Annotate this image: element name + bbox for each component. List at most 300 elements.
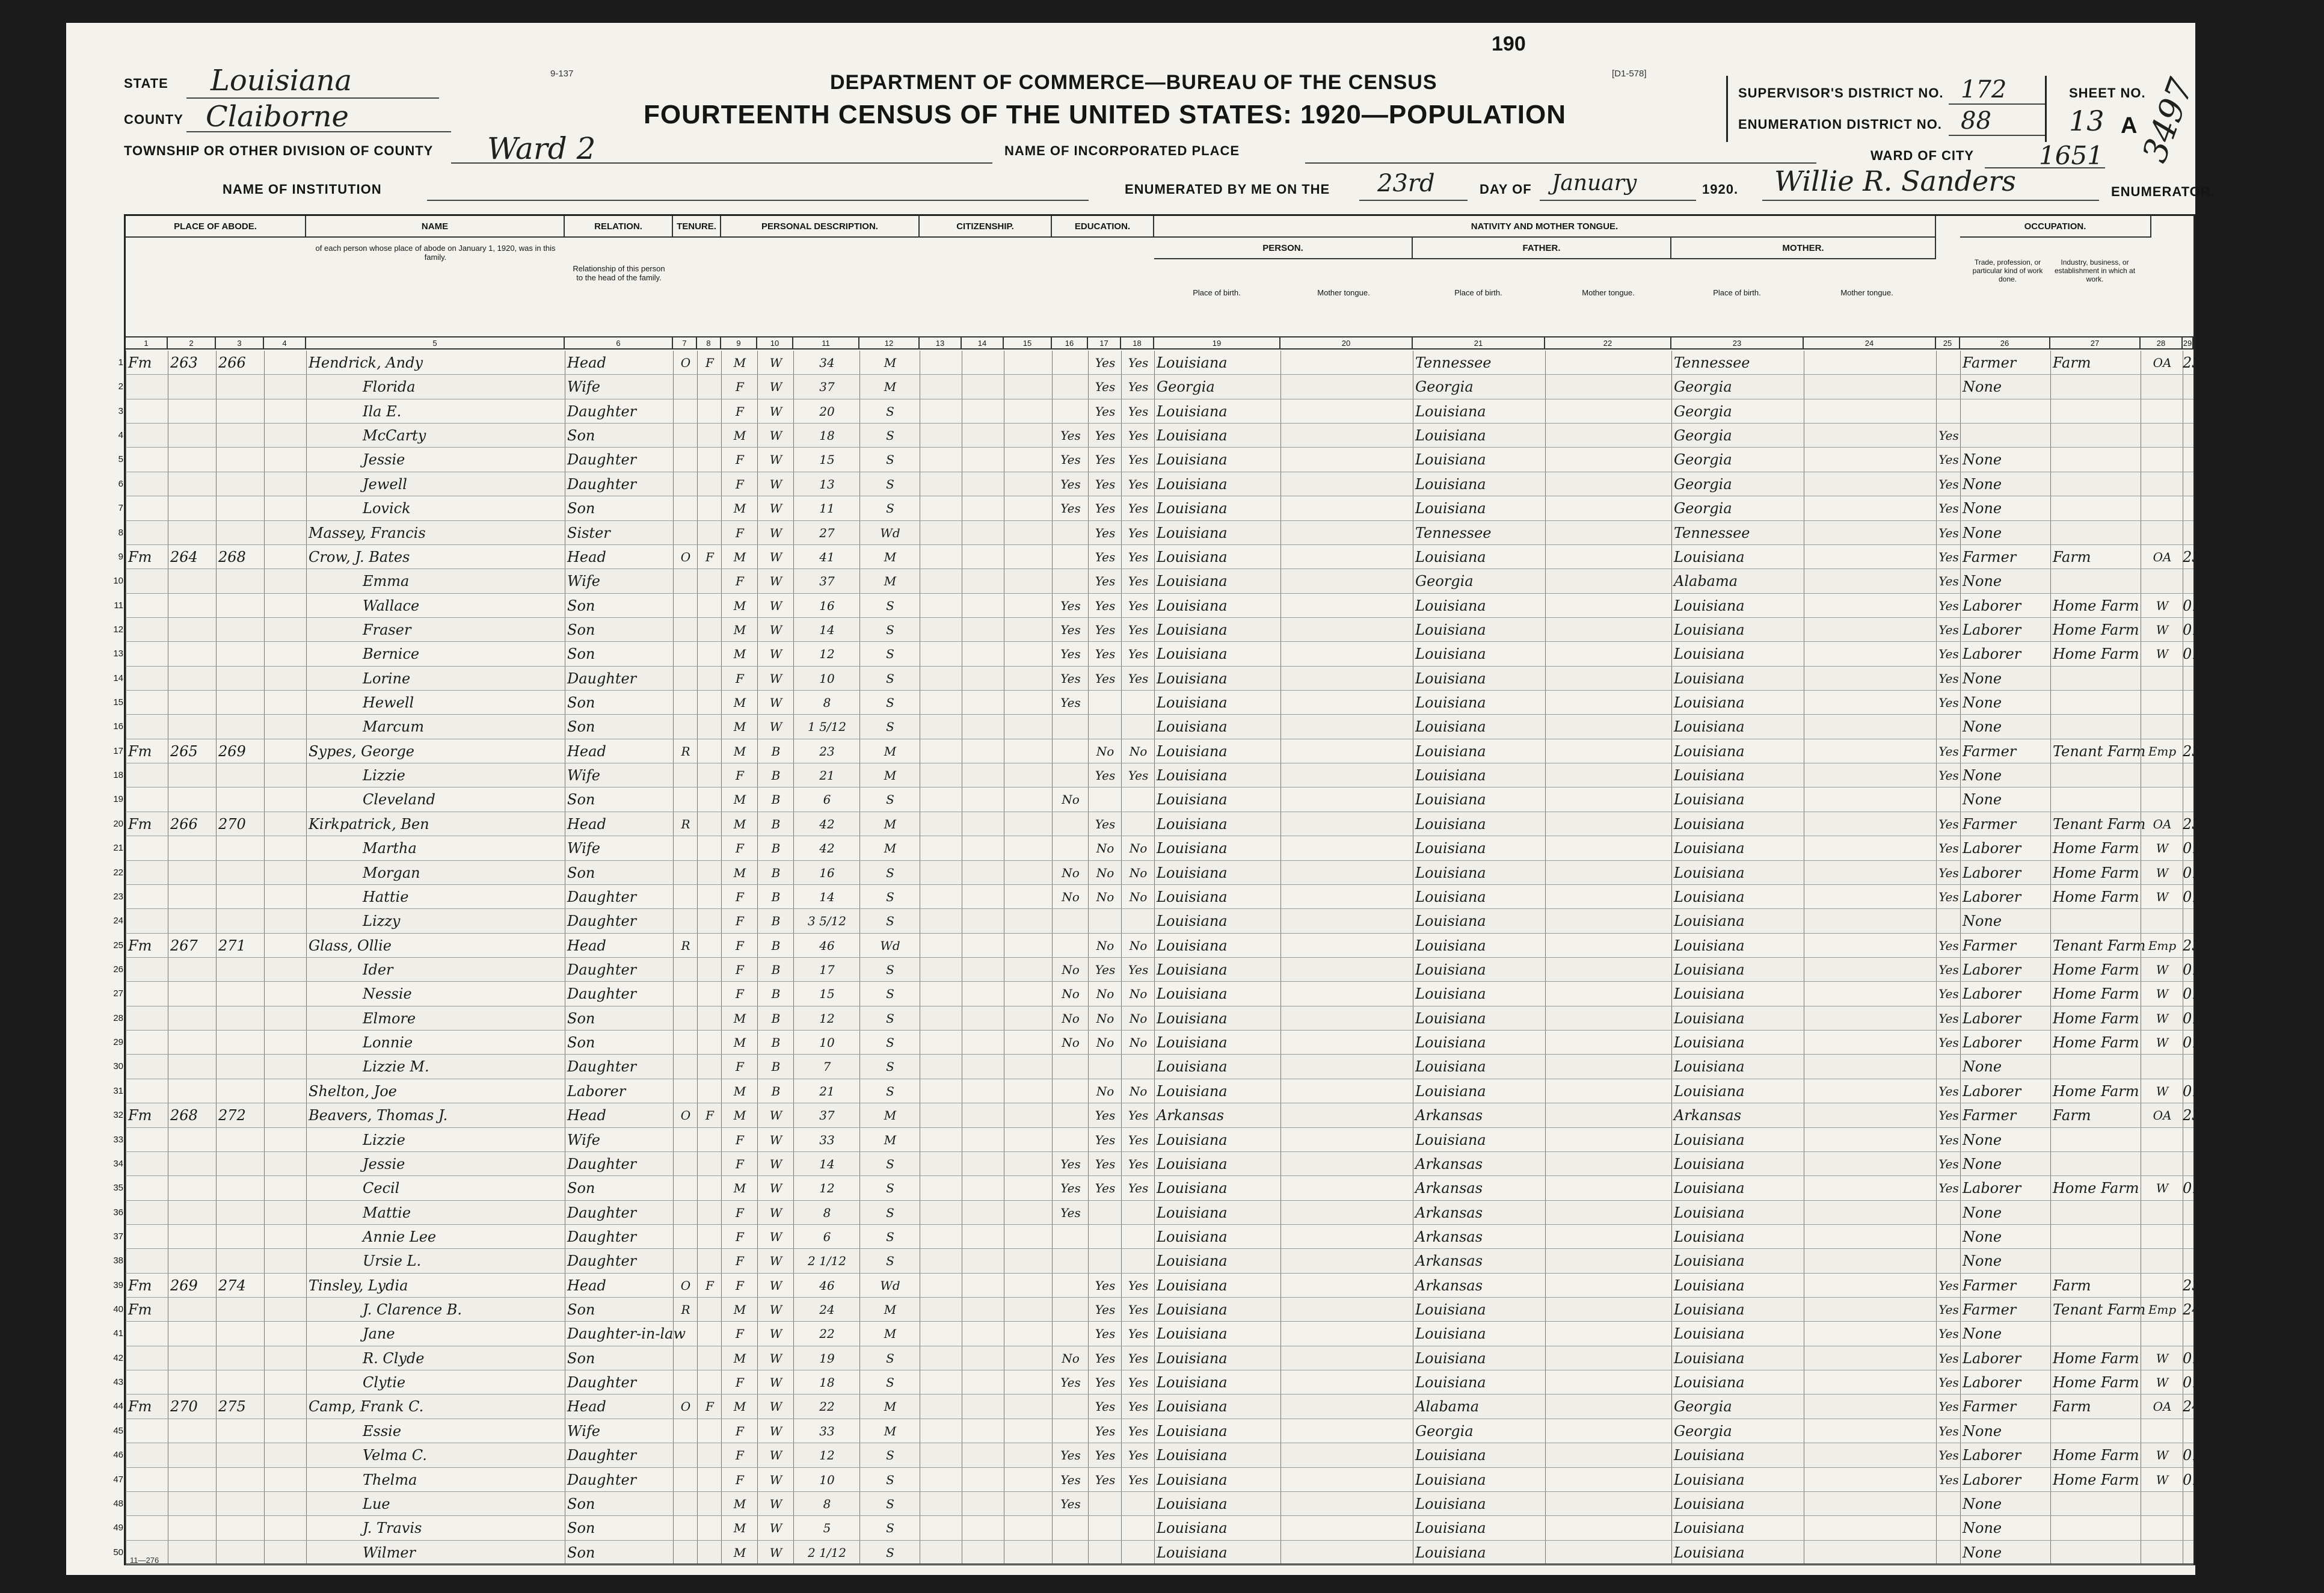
cell-english: Yes bbox=[1938, 1351, 1959, 1366]
cell-english bbox=[1938, 375, 1959, 399]
cell-industry bbox=[2053, 399, 2139, 424]
cell-class: W bbox=[2156, 1448, 2169, 1463]
cell-marital: S bbox=[886, 404, 894, 419]
cell-write: No bbox=[1129, 841, 1148, 856]
cell-school: No bbox=[1062, 889, 1080, 904]
cell-street bbox=[128, 521, 167, 545]
cell-read bbox=[1090, 1249, 1120, 1273]
cell-write bbox=[1124, 715, 1153, 739]
cell-write: Yes bbox=[1128, 1302, 1149, 1317]
cell-family bbox=[218, 1006, 263, 1031]
cell-fbirth: Louisiana bbox=[1415, 451, 1486, 469]
cell-code: 010 bbox=[2183, 1180, 2210, 1197]
cell-birth: Louisiana bbox=[1157, 1180, 1228, 1197]
cell-trade: Laborer bbox=[1963, 1349, 2021, 1367]
cell-age: 7 bbox=[823, 1059, 831, 1074]
cell-family bbox=[218, 1201, 263, 1225]
line-number: 49 bbox=[113, 1523, 123, 1533]
cell-trade: Laborer bbox=[1963, 961, 2021, 978]
table-row bbox=[118, 399, 2193, 424]
group-tenure: TENURE. bbox=[673, 216, 721, 238]
cell-write: Yes bbox=[1128, 768, 1149, 783]
cell-birth: Louisiana bbox=[1157, 670, 1228, 687]
cell-code bbox=[2183, 521, 2243, 545]
cell-family bbox=[218, 424, 263, 448]
cell-own bbox=[675, 1055, 696, 1079]
column-number: 7 bbox=[673, 336, 697, 350]
cell-mort: F bbox=[706, 549, 714, 564]
cell-own bbox=[675, 982, 696, 1006]
column-number: 26 bbox=[1960, 336, 2050, 350]
table-row bbox=[113, 739, 2210, 763]
cell-race: W bbox=[769, 549, 782, 564]
cell-race: W bbox=[769, 1181, 782, 1196]
cell-name: Ider bbox=[363, 961, 393, 978]
cell-read bbox=[1090, 1201, 1120, 1225]
cell-race: W bbox=[769, 525, 782, 540]
cell-mort bbox=[699, 982, 720, 1006]
cell-fbirth: Louisiana bbox=[1415, 1301, 1486, 1319]
cell-own: R bbox=[681, 1302, 690, 1317]
cell-mort bbox=[699, 1055, 720, 1079]
cell-trade: Laborer bbox=[1963, 1471, 2021, 1488]
father-place-of-birth-label: Place of birth. bbox=[1454, 288, 1502, 297]
cell-industry bbox=[2053, 424, 2139, 448]
cell-family bbox=[218, 1322, 263, 1346]
cell-house bbox=[170, 642, 215, 666]
cell-street bbox=[128, 1322, 167, 1346]
cell-name: Emma bbox=[363, 573, 410, 590]
cell-own bbox=[675, 496, 696, 520]
cell-write: Yes bbox=[1128, 428, 1149, 443]
cell-trade: None bbox=[1963, 524, 2002, 541]
table-row bbox=[113, 569, 2193, 593]
cell-marital: S bbox=[886, 963, 894, 977]
cell-street bbox=[128, 1055, 167, 1079]
cell-mbirth: Louisiana bbox=[1674, 1544, 1745, 1561]
cell-english bbox=[1938, 909, 1959, 933]
cell-code: 240 bbox=[2183, 1301, 2210, 1319]
cell-mbirth: Louisiana bbox=[1674, 815, 1745, 833]
cell-age: 27 bbox=[819, 525, 835, 540]
cell-race: W bbox=[769, 671, 782, 686]
cell-street bbox=[128, 1006, 167, 1031]
cell-name: Fraser bbox=[363, 621, 411, 638]
cell-code: 010 bbox=[2183, 1447, 2210, 1464]
cell-class: W bbox=[2156, 647, 2169, 662]
cell-industry bbox=[2053, 691, 2139, 715]
cell-code bbox=[2183, 399, 2243, 424]
cell-industry: Farm bbox=[2053, 548, 2091, 565]
cell-industry: Home Farm bbox=[2053, 1349, 2139, 1367]
cell-own bbox=[675, 1201, 696, 1225]
cell-relation: Son bbox=[567, 1034, 595, 1052]
cell-class bbox=[2143, 472, 2181, 496]
cell-marital: M bbox=[884, 549, 897, 564]
cell-write: No bbox=[1129, 1011, 1148, 1026]
cell-school bbox=[1054, 1516, 1087, 1540]
cell-age: 18 bbox=[819, 428, 835, 443]
cell-own bbox=[675, 1079, 696, 1103]
cell-street: Fm bbox=[128, 1107, 152, 1124]
cell-write: Yes bbox=[1128, 1132, 1149, 1147]
cell-english: Yes bbox=[1938, 768, 1959, 783]
line-number: 13 bbox=[113, 649, 123, 659]
cell-street bbox=[128, 909, 167, 933]
cell-race: W bbox=[769, 501, 782, 516]
cell-mort bbox=[699, 399, 720, 424]
cell-race: W bbox=[769, 1399, 782, 1414]
cell-mbirth: Louisiana bbox=[1674, 646, 1745, 663]
cell-school: Yes bbox=[1060, 1375, 1081, 1390]
line-number: 36 bbox=[113, 1207, 123, 1218]
cell-trade: None bbox=[1963, 718, 2002, 736]
line-number: 6 bbox=[118, 478, 123, 489]
cell-read: Yes bbox=[1095, 768, 1116, 783]
cell-birth: Louisiana bbox=[1157, 475, 1228, 493]
cell-trade: Laborer bbox=[1963, 646, 2021, 663]
cell-class: OA bbox=[2153, 816, 2172, 831]
cell-birth: Louisiana bbox=[1157, 646, 1228, 663]
cell-relation: Daughter bbox=[567, 1374, 637, 1391]
cell-marital: S bbox=[886, 792, 894, 807]
cell-mbirth: Louisiana bbox=[1674, 1447, 1745, 1464]
cell-write: No bbox=[1129, 938, 1148, 953]
cell-name: Lue bbox=[363, 1495, 390, 1512]
cell-class bbox=[2143, 909, 2181, 933]
cell-trade: Laborer bbox=[1963, 1009, 2021, 1027]
cell-mort bbox=[699, 448, 720, 472]
cell-family: 269 bbox=[218, 742, 246, 760]
cell-name: Lizzy bbox=[363, 913, 401, 930]
cell-sex: M bbox=[733, 1011, 746, 1026]
cell-race: B bbox=[771, 1035, 781, 1050]
cell-name: Cecil bbox=[363, 1180, 400, 1197]
cell-marital: S bbox=[886, 1229, 894, 1244]
cell-english: Yes bbox=[1938, 1423, 1959, 1438]
cell-write: Yes bbox=[1128, 647, 1149, 662]
cell-birth: Louisiana bbox=[1157, 1447, 1228, 1464]
cell-family bbox=[218, 909, 263, 933]
table-row bbox=[113, 909, 2193, 933]
cell-birth: Louisiana bbox=[1157, 1544, 1228, 1561]
column-number: 23 bbox=[1671, 336, 1804, 350]
cell-fbirth: Louisiana bbox=[1415, 961, 1486, 978]
cell-age: 16 bbox=[819, 865, 835, 880]
cell-industry: Tenant Farm bbox=[2053, 937, 2146, 954]
cell-write: Yes bbox=[1128, 671, 1149, 686]
cell-fbirth: Arkansas bbox=[1415, 1180, 1483, 1197]
cell-trade: None bbox=[1963, 1495, 2002, 1512]
column-number: 4 bbox=[264, 336, 306, 350]
cell-trade: None bbox=[1963, 451, 2002, 469]
cell-race: B bbox=[771, 938, 781, 953]
cell-name: Cleveland bbox=[363, 791, 435, 809]
form-code: [D1-578] bbox=[1612, 69, 1647, 79]
cell-trade: None bbox=[1963, 1131, 2002, 1148]
cell-mbirth: Louisiana bbox=[1674, 742, 1745, 760]
cell-industry: Home Farm bbox=[2053, 1374, 2139, 1391]
cell-relation: Son bbox=[567, 646, 595, 663]
cell-own: O bbox=[680, 549, 691, 564]
column-number: 27 bbox=[2050, 336, 2141, 350]
cell-english: Yes bbox=[1938, 889, 1959, 904]
cell-sex: F bbox=[736, 1278, 744, 1293]
table-row bbox=[113, 1370, 2210, 1394]
cell-street bbox=[128, 715, 167, 739]
divider bbox=[2045, 76, 2047, 142]
cell-own bbox=[675, 569, 696, 593]
cell-name: Lorine bbox=[363, 670, 411, 687]
cell-english: Yes bbox=[1938, 1375, 1959, 1390]
table-row bbox=[113, 812, 2210, 836]
line-number: 5 bbox=[118, 454, 123, 465]
cell-name: Elmore bbox=[363, 1009, 416, 1027]
cell-relation: Son bbox=[567, 1301, 595, 1319]
cell-relation: Wife bbox=[567, 378, 601, 396]
cell-birth: Georgia bbox=[1157, 378, 1215, 396]
cell-fbirth: Georgia bbox=[1415, 573, 1474, 590]
cell-english bbox=[1938, 1249, 1959, 1273]
cell-trade: None bbox=[1963, 1058, 2002, 1076]
cell-mbirth: Louisiana bbox=[1674, 597, 1745, 614]
cell-school bbox=[1054, 934, 1087, 958]
cell-trade: None bbox=[1963, 694, 2002, 712]
cell-age: 33 bbox=[819, 1423, 835, 1438]
cell-fbirth: Louisiana bbox=[1415, 718, 1486, 736]
cell-write: Yes bbox=[1128, 404, 1149, 419]
cell-mort bbox=[699, 1006, 720, 1031]
cell-relation: Son bbox=[567, 1009, 595, 1027]
name-column-description: of each person whose place of abode on January 1, 1920, was in this family. bbox=[315, 244, 556, 262]
cell-code: 010 bbox=[2183, 597, 2210, 614]
cell-read: Yes bbox=[1095, 1156, 1116, 1171]
cell-own bbox=[675, 836, 696, 860]
cell-family: 271 bbox=[218, 937, 246, 954]
cell-age: 10 bbox=[819, 1035, 835, 1050]
cell-write: Yes bbox=[1128, 598, 1149, 613]
cell-write: Yes bbox=[1128, 1448, 1149, 1463]
column-number: 15 bbox=[1004, 336, 1052, 350]
cell-school bbox=[1054, 1055, 1087, 1079]
column-number: 21 bbox=[1413, 336, 1545, 350]
cell-age: 5 bbox=[823, 1521, 831, 1536]
column-number: 9 bbox=[721, 336, 757, 350]
cell-read: Yes bbox=[1095, 380, 1116, 395]
cell-name: Jessie bbox=[363, 451, 405, 469]
cell-family bbox=[218, 691, 263, 715]
cell-street bbox=[128, 667, 167, 691]
cell-class bbox=[2143, 691, 2181, 715]
cell-industry: Tenant Farm bbox=[2053, 815, 2146, 833]
cell-fbirth: Louisiana bbox=[1415, 888, 1486, 905]
cell-birth: Louisiana bbox=[1157, 985, 1228, 1003]
cell-house bbox=[170, 1516, 215, 1540]
cell-mort bbox=[699, 715, 720, 739]
cell-fbirth: Louisiana bbox=[1415, 1131, 1486, 1148]
cell-own bbox=[675, 424, 696, 448]
cell-school: Yes bbox=[1060, 671, 1081, 686]
cell-mort bbox=[699, 1346, 720, 1370]
cell-mbirth: Louisiana bbox=[1674, 840, 1745, 857]
cell-code bbox=[2183, 1516, 2243, 1540]
line-number: 12 bbox=[113, 624, 123, 635]
cell-fbirth: Louisiana bbox=[1415, 791, 1486, 809]
cell-school bbox=[1054, 763, 1087, 787]
column-number: 24 bbox=[1804, 336, 1936, 350]
cell-name: Kirkpatrick, Ben bbox=[309, 815, 429, 833]
cell-relation: Wife bbox=[567, 1422, 601, 1440]
cell-school: No bbox=[1062, 865, 1080, 880]
column-number: 1 bbox=[126, 336, 168, 350]
cell-trade: Laborer bbox=[1963, 597, 2021, 614]
cell-write: Yes bbox=[1128, 1375, 1149, 1390]
cell-sex: M bbox=[733, 695, 746, 710]
cell-birth: Louisiana bbox=[1157, 1301, 1228, 1319]
cell-house bbox=[170, 861, 215, 885]
cell-relation: Head bbox=[567, 742, 606, 760]
cell-sex: F bbox=[736, 1254, 744, 1269]
cell-code bbox=[2183, 1225, 2243, 1249]
cell-birth: Louisiana bbox=[1157, 840, 1228, 857]
line-number: 11 bbox=[114, 600, 123, 611]
cell-mort bbox=[699, 861, 720, 885]
cell-relation: Laborer bbox=[567, 1082, 626, 1100]
cell-school bbox=[1054, 1249, 1087, 1273]
cell-fbirth: Louisiana bbox=[1415, 500, 1486, 517]
cell-marital: S bbox=[886, 914, 894, 929]
cell-name: Lizzie bbox=[363, 1131, 405, 1148]
cell-read bbox=[1090, 1225, 1120, 1249]
enumerator-label: ENUMERATOR. bbox=[2111, 184, 2215, 199]
cell-marital: S bbox=[886, 622, 894, 637]
cell-birth: Louisiana bbox=[1157, 1471, 1228, 1488]
cell-race: W bbox=[769, 1326, 782, 1342]
line-number: 30 bbox=[113, 1061, 123, 1072]
cell-fbirth: Georgia bbox=[1415, 378, 1474, 396]
cell-mort bbox=[699, 1201, 720, 1225]
cell-house bbox=[170, 424, 215, 448]
cell-house bbox=[170, 569, 215, 593]
cell-read: Yes bbox=[1095, 404, 1116, 419]
cell-street bbox=[128, 594, 167, 618]
cell-relation: Wife bbox=[567, 1131, 601, 1148]
cell-marital: S bbox=[886, 1496, 894, 1511]
cell-race: B bbox=[771, 1059, 781, 1074]
cell-age: 10 bbox=[819, 1472, 835, 1487]
cell-read bbox=[1090, 691, 1120, 715]
cell-house bbox=[170, 521, 215, 545]
cell-class bbox=[2143, 569, 2181, 593]
cell-house: 269 bbox=[170, 1277, 198, 1294]
cell-industry bbox=[2053, 1128, 2139, 1152]
cell-relation: Son bbox=[567, 500, 595, 517]
cell-house bbox=[170, 787, 215, 812]
cell-house bbox=[170, 1031, 215, 1055]
cell-street bbox=[128, 1176, 167, 1200]
cell-own bbox=[675, 399, 696, 424]
cell-relation: Wife bbox=[567, 767, 601, 784]
cell-street bbox=[128, 1443, 167, 1467]
cell-fbirth: Louisiana bbox=[1415, 670, 1486, 687]
cell-family: 268 bbox=[218, 548, 246, 565]
cell-age: 14 bbox=[819, 889, 835, 904]
cell-mbirth: Louisiana bbox=[1674, 1034, 1745, 1052]
cell-street bbox=[128, 1249, 167, 1273]
cell-write bbox=[1124, 812, 1153, 836]
cell-fbirth: Louisiana bbox=[1415, 1082, 1486, 1100]
cell-write bbox=[1124, 909, 1153, 933]
cell-own bbox=[675, 1322, 696, 1346]
line-number: 1 bbox=[118, 357, 123, 368]
cell-code bbox=[2183, 1201, 2243, 1225]
cell-mbirth: Georgia bbox=[1674, 1422, 1732, 1440]
cell-read: No bbox=[1096, 841, 1114, 856]
cell-mbirth: Louisiana bbox=[1674, 888, 1745, 905]
cell-family bbox=[218, 521, 263, 545]
cell-relation: Wife bbox=[567, 840, 601, 857]
cell-industry bbox=[2053, 1322, 2139, 1346]
cell-street bbox=[128, 1225, 167, 1249]
cell-birth: Louisiana bbox=[1157, 524, 1228, 541]
table-row bbox=[113, 1322, 2193, 1346]
cell-english bbox=[1938, 351, 1959, 375]
line-number: 26 bbox=[113, 964, 123, 975]
cell-english: Yes bbox=[1938, 428, 1959, 443]
cell-family bbox=[218, 1468, 263, 1492]
cell-trade: Farmer bbox=[1963, 1301, 2017, 1319]
cell-industry bbox=[2053, 715, 2139, 739]
cell-fbirth: Louisiana bbox=[1415, 597, 1486, 614]
cell-name: Sypes, George bbox=[309, 742, 415, 760]
cell-sex: F bbox=[736, 1059, 744, 1074]
column-number: 22 bbox=[1545, 336, 1671, 350]
cell-race: W bbox=[769, 719, 782, 735]
cell-birth: Louisiana bbox=[1157, 1131, 1228, 1148]
cell-trade: Farmer bbox=[1963, 937, 2017, 954]
cell-family bbox=[218, 958, 263, 982]
cell-birth: Louisiana bbox=[1157, 791, 1228, 809]
cell-read bbox=[1090, 1516, 1120, 1540]
cell-industry: Home Farm bbox=[2053, 961, 2139, 978]
cell-fbirth: Louisiana bbox=[1415, 1471, 1486, 1488]
cell-birth: Louisiana bbox=[1157, 961, 1228, 978]
corner-stamp: 3497 bbox=[2135, 73, 2201, 168]
cell-name: Beavers, Thomas J. bbox=[309, 1107, 448, 1124]
cell-school: No bbox=[1062, 963, 1080, 977]
cell-relation: Daughter bbox=[567, 1228, 637, 1245]
cell-school: Yes bbox=[1060, 1496, 1081, 1511]
cell-english: Yes bbox=[1938, 1326, 1959, 1342]
cell-street bbox=[128, 642, 167, 666]
line-number: 28 bbox=[113, 1012, 123, 1023]
cell-trade: None bbox=[1963, 1155, 2002, 1172]
cell-english: Yes bbox=[1938, 1011, 1959, 1026]
cell-code: 234 bbox=[2183, 548, 2210, 565]
cell-birth: Louisiana bbox=[1157, 500, 1228, 517]
cell-school bbox=[1054, 1419, 1087, 1443]
cell-english: Yes bbox=[1938, 1156, 1959, 1171]
cell-race: W bbox=[769, 1545, 782, 1560]
line-number: 37 bbox=[113, 1231, 123, 1242]
cell-relation: Son bbox=[567, 621, 595, 638]
line-number: 16 bbox=[113, 721, 123, 732]
cell-relation: Head bbox=[567, 1107, 606, 1124]
cell-family bbox=[218, 569, 263, 593]
cell-race: W bbox=[769, 1156, 782, 1171]
cell-read: Yes bbox=[1095, 1351, 1116, 1366]
cell-code: 010 bbox=[2183, 1034, 2210, 1052]
